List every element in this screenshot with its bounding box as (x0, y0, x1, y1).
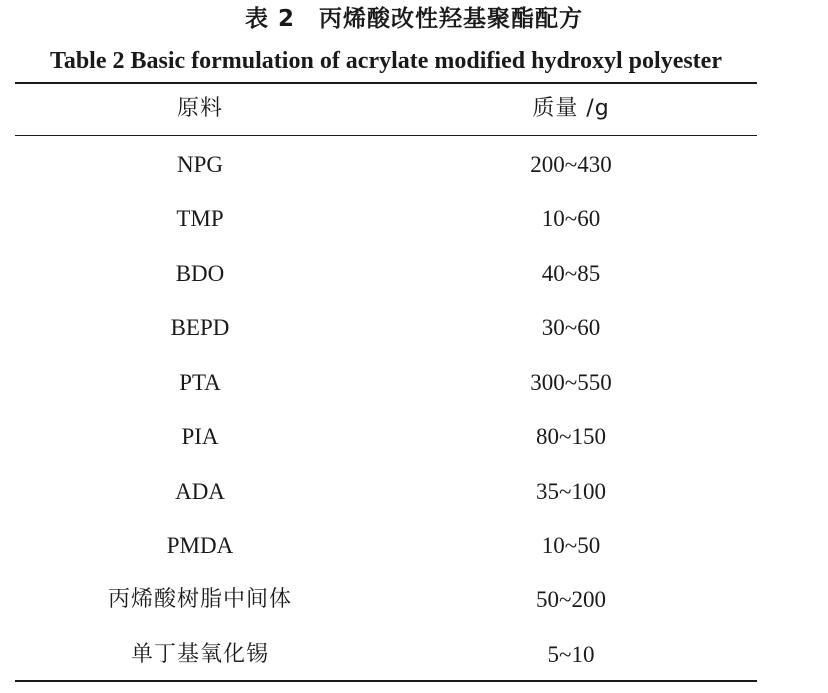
cell-material-acrylic-resin-intermediate: 丙烯酸树脂中间体 (107, 587, 292, 612)
table-top-rule (15, 82, 757, 84)
table-bottom-rule (15, 680, 757, 682)
header-material: 原料 (176, 96, 223, 121)
cell-material-ada: ADA (175, 479, 225, 504)
table-header-rule (15, 135, 757, 136)
cell-material-pia: PIA (181, 424, 219, 449)
cell-mass-ada: 35~100 (536, 479, 606, 504)
cell-mass-npg: 200~430 (530, 152, 612, 177)
cell-material-pta: PTA (179, 370, 221, 395)
cell-material-tmp: TMP (176, 206, 224, 231)
cell-mass-monobutyltin-oxide: 5~10 (547, 642, 595, 667)
cell-material-monobutyltin-oxide: 单丁基氧化锡 (130, 642, 269, 667)
cell-mass-pta: 300~550 (530, 370, 612, 395)
cell-material-bdo: BDO (175, 261, 225, 286)
cell-material-bepd: BEPD (170, 315, 230, 340)
header-mass: 质量 /g (532, 96, 610, 121)
cell-material-pmda: PMDA (166, 533, 234, 558)
table-caption-chinese: 表 2 丙烯酸改性羟基聚酯配方 (244, 6, 583, 32)
cell-mass-bdo: 40~85 (541, 261, 601, 286)
cell-mass-acrylic-resin-intermediate: 50~200 (536, 587, 606, 612)
cell-mass-pmda: 10~50 (541, 533, 601, 558)
cell-material-npg: NPG (176, 152, 223, 177)
cell-mass-pia: 80~150 (536, 424, 606, 449)
table-caption-english: Table 2 Basic formulation of acrylate modified hydroxyl polyester (50, 48, 722, 74)
cell-mass-tmp: 10~60 (541, 206, 601, 231)
cell-mass-bepd: 30~60 (541, 315, 601, 340)
